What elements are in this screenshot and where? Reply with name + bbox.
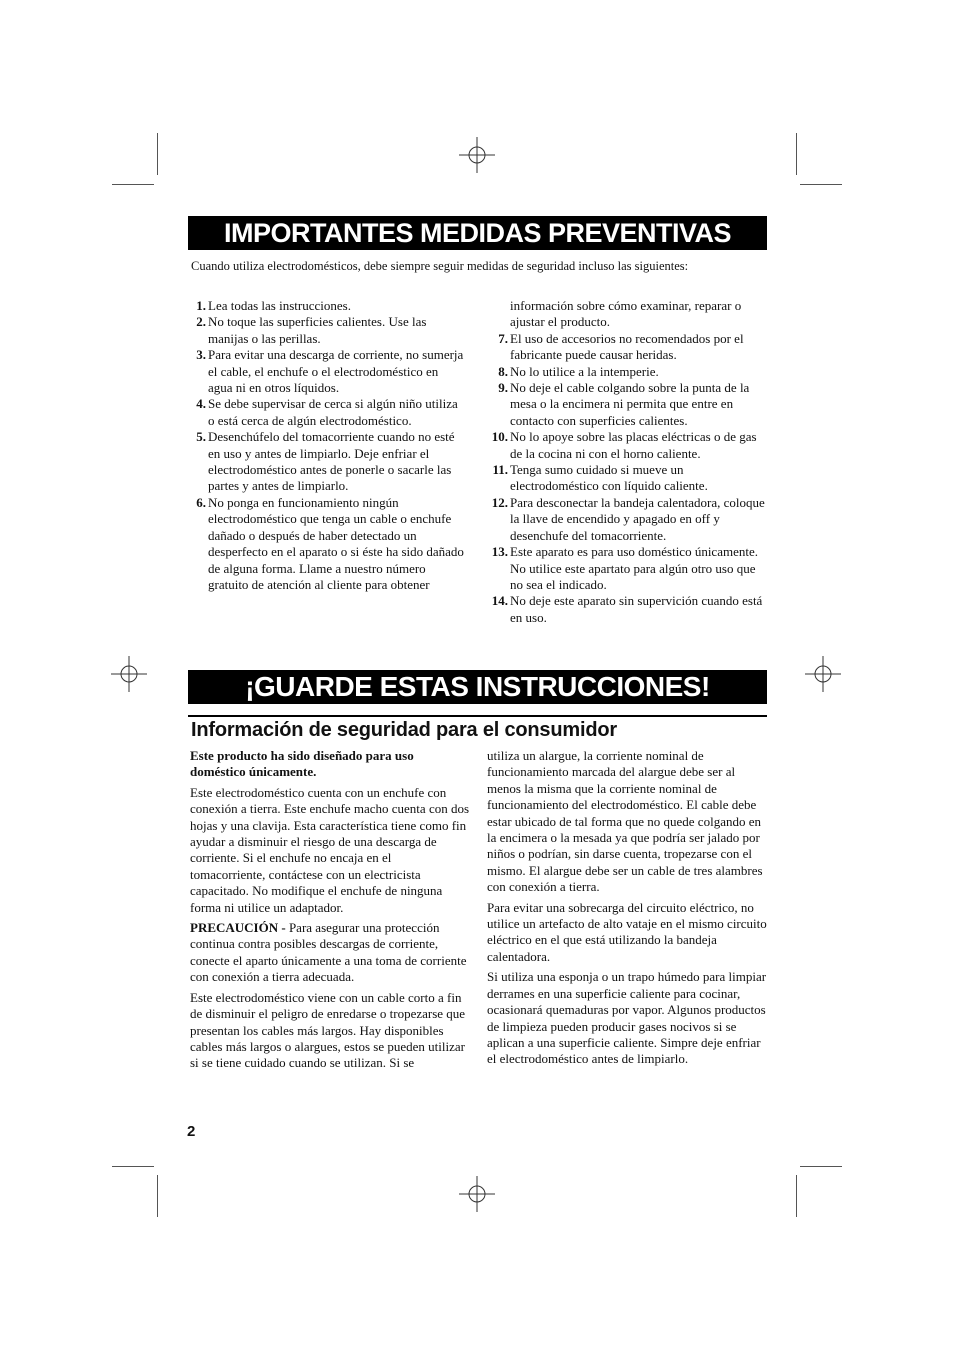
item-number: 13.: [491, 544, 508, 560]
list-item: [490, 364, 765, 380]
caution-paragraph: [190, 920, 470, 986]
item-number: 4.: [196, 396, 206, 412]
item-number: 2.: [196, 314, 206, 330]
list-item: [490, 593, 765, 626]
circuit-overload-paragraph: Para evitar una sobrecarga del circuito eléctrico, no utilice un artefacto de alto vataje en el mismo circuito eléctrico en el que está utilizando la bandeja calentadora.: [487, 899, 767, 964]
consumer-safety-heading: Información de seguridad para el consumidor: [191, 719, 617, 741]
item-number: 6.: [196, 494, 206, 510]
crop-mark: [796, 1175, 797, 1217]
safeguards-list-left: [188, 298, 466, 593]
item-text: Este aparato es para uso doméstico únicamente. No utilice este apartato para algún otro uso que no sea el indicado.: [510, 544, 758, 592]
item-text: No ponga en funcionamiento ningún electrodoméstico que tenga un cable o enchufe dañado o después de haber detectado un desperfecto en el aparato o si éste ha sido dañado de alguna forma. Llame a nuestro número gratuito de atención al cliente para obtener: [208, 494, 464, 592]
list-item: [490, 495, 765, 544]
consumer-info-right: [487, 748, 770, 1072]
crop-mark: [800, 1166, 842, 1167]
grounded-plug-paragraph: Este electrodoméstico cuenta con un enchufe con conexión a tierra. Este enchufe macho cuenta con dos hojas y una clavija. Esta característica tiene como fin ayudar a disminuir el riesgo de una descarga de corriente. Si el enchufe no encaja en el tomacorriente, contáctese con un electricista capacitado. No modifique el enchufe de ninguna forma ni utilice un adaptador.: [190, 784, 470, 915]
registration-mark-icon: [805, 656, 841, 692]
item-number: 9.: [498, 380, 508, 396]
item-number: 14.: [491, 593, 508, 609]
crop-mark: [796, 133, 797, 175]
domestic-use-note: Este producto ha sido diseñado para uso doméstico únicamente.: [190, 748, 414, 780]
item-text: Lea todas las instrucciones.: [208, 298, 351, 313]
list-item: [490, 380, 765, 429]
item-number: 10.: [491, 429, 508, 445]
item-text: Para evitar una descarga de corriente, no sumerja el cable, el enchufe o el electrodoméstico en agua ni en otros líquidos.: [208, 347, 464, 396]
registration-mark-icon: [459, 137, 495, 173]
list-item: [188, 396, 466, 429]
crop-mark: [157, 133, 158, 175]
item-number: 5.: [196, 429, 206, 445]
item-text: No deje este aparato sin supervición cuando está en uso.: [510, 593, 763, 625]
list-item: [490, 544, 765, 593]
steam-burn-paragraph: Si utiliza una esponja o un trapo húmedo para limpiar derrames en una superficie caliente para cocinar, ocasionará quemaduras por vapor. Algunos productos de limpieza pueden producir gases nocivos si se aplican a una superficie caliente. Simpre deje enfriar el electrodoméstico antes de limpiarlo.: [487, 969, 767, 1067]
item-text: Se debe supervisar de cerca si algún niño utiliza o está cerca de algún electrodoméstico.: [208, 396, 458, 428]
item-number: 1.: [196, 298, 206, 313]
intro-text: Cuando utiliza electrodomésticos, debe siempre seguir medidas de seguridad incluso las siguientes:: [191, 259, 689, 273]
item-text: Tenga sumo cuidado si mueve un electrodoméstico con líquido caliente.: [510, 462, 708, 494]
item-text: No lo utilice a la intemperie.: [510, 363, 659, 379]
crop-mark: [112, 184, 154, 185]
short-cord-paragraph: Este electrodoméstico viene con un cable corto a fin de disminuir el peligro de enredarse o tropezarse que presentan los cables más largos. Hay disponibles cables más largos o alargues, estos se pueden utilizar si se tiene cuidado cuando se utilizan. Si se: [190, 989, 466, 1071]
list-item: [188, 298, 466, 314]
item-text: No toque las superficies calientes. Use las manijas o las perillas.: [208, 314, 427, 346]
crop-mark: [157, 1175, 158, 1217]
item-number: 11.: [492, 462, 508, 478]
item-number: 12.: [491, 494, 508, 510]
registration-mark-icon: [111, 656, 147, 692]
safeguards-list-right: [490, 298, 765, 626]
list-item: [188, 347, 466, 396]
heading-rule: [188, 715, 767, 717]
safety-banner-title: IMPORTANTES MEDIDAS PREVENTIVAS: [188, 216, 767, 250]
registration-mark-icon: [459, 1176, 495, 1212]
consumer-info-left: [190, 748, 470, 1076]
item-number: 3.: [196, 347, 206, 363]
caution-label: PRECAUCIÓN -: [190, 920, 286, 936]
caution-text: Para asegurar una protección continua contra posibles descargas de corriente, conecte el aparto únicamente a una toma de corriente con conexión a tierra adecuada.: [190, 920, 467, 985]
save-instructions-banner: ¡GUARDE ESTAS INSTRUCCIONES!: [188, 670, 767, 704]
crop-mark: [112, 1166, 154, 1167]
item-number: 8.: [498, 363, 508, 379]
list-item: [490, 429, 765, 462]
item-text: No deje el cable colgando sobre la punta de la mesa o la encimera ni permita que entre en contacto con superficies calientes.: [510, 380, 750, 428]
list-item: [188, 495, 466, 593]
item-6-continued: información sobre cómo examinar, reparar o ajustar el producto.: [510, 298, 742, 330]
page-number: 2: [187, 1123, 196, 1140]
list-item: [188, 429, 466, 495]
item-number: 7.: [498, 330, 508, 346]
item-text: Desenchúfelo del tomacorriente cuando no esté en uso y antes de limpiarlo. Deje enfriar el electrodoméstico antes de ponerle o sacarle las partes y antes de limpiarlo.: [208, 429, 455, 494]
item-text: No lo apoye sobre las placas eléctricas o de gas de la cocina ni con el horno caliente.: [510, 429, 757, 461]
list-item: [490, 331, 765, 364]
item-text: Para desconectar la bandeja calentadora, coloque la llave de encendido y apagado en off y desenchufe del tomacorriente.: [510, 494, 765, 543]
item-text: El uso de accesorios no recomendados por el fabricante puede causar heridas.: [510, 330, 744, 363]
list-item: [490, 462, 765, 495]
list-item: [188, 314, 466, 347]
crop-mark: [800, 184, 842, 185]
extension-cord-paragraph: utiliza un alargue, la corriente nominal de funcionamiento marcada del alargue debe ser al menos la misma que la corriente nominal de funcionamiento del electrodoméstico. El cable debe estar ubicado de tal forma que no quede colgando en la encimera o la mesada ya que podría ser jalado por niños o podrían, sin darse cuenta, tropezarse con el mismo. El alargue debe ser un cable de tres alambres con conexión a tierra.: [487, 748, 763, 895]
